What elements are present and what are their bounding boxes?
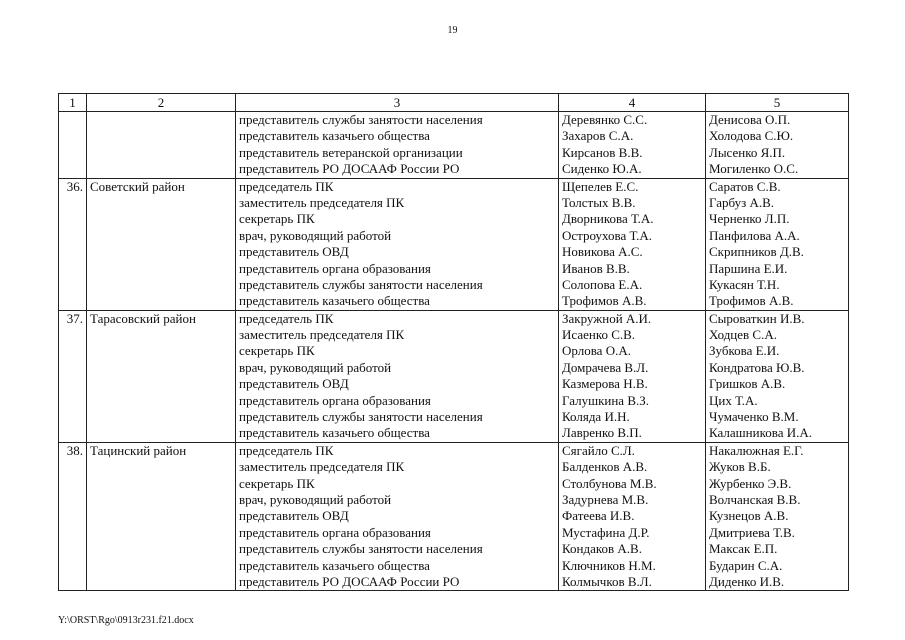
deputy-name: Кондратова Ю.В. — [709, 359, 805, 375]
roles-cell — [236, 178, 559, 310]
member-name: Новикова А.С. — [562, 244, 643, 260]
row-number-text: 36. — [66, 178, 83, 194]
members-cell — [559, 310, 706, 442]
header-col-2: 2 — [87, 94, 236, 112]
deputy-name: Чумаченко В.М. — [709, 409, 799, 425]
footer-file-path: Y:\ORST\Rgo\0913r231.f21.docx — [58, 615, 194, 626]
role-line: представитель ОВД — [239, 508, 349, 524]
roles-cell — [236, 442, 559, 591]
deputy-name: Журбенко Э.В. — [709, 475, 792, 491]
deputy-name: Саратов С.В. — [709, 178, 781, 194]
role-line: представитель ОВД — [239, 376, 349, 392]
member-name: Толстых В.В. — [562, 194, 636, 210]
deputy-name: Холодова С.Ю. — [709, 128, 794, 144]
row-number — [59, 442, 87, 591]
member-name: Коляда И.Н. — [562, 409, 630, 425]
member-name: Трофимов А.В. — [562, 293, 647, 309]
deputy-name: Зубкова Е.И. — [709, 343, 780, 359]
role-line: заместитель председателя ПК — [239, 194, 405, 210]
header-col-5: 5 — [706, 94, 849, 112]
deputy-name: Денисова О.П. — [709, 112, 791, 127]
member-name: Захаров С.А. — [562, 128, 634, 144]
role-line: представитель органа образования — [239, 260, 431, 276]
role-line: врач, руководящий работой — [239, 359, 392, 375]
row-number — [59, 178, 87, 310]
deputy-name: Бударин С.А. — [709, 557, 783, 573]
member-name: Кирсанов В.В. — [562, 144, 643, 160]
district-name-text: Тацинский район — [90, 442, 187, 458]
role-line: представитель службы занятости населения — [239, 276, 483, 292]
role-line: секретарь ПК — [239, 475, 315, 491]
deputy-name: Трофимов А.В. — [709, 293, 794, 309]
member-name: Мустафина Д.Р. — [562, 524, 650, 540]
member-name: Сягайло С.Л. — [562, 442, 635, 458]
deputy-name: Ходцев С.А. — [709, 327, 777, 343]
deputy-name: Кузнецов А.В. — [709, 508, 789, 524]
row-number-text: 38. — [66, 442, 83, 458]
header-col-3: 3 — [236, 94, 559, 112]
member-name: Закружной А.И. — [562, 310, 652, 326]
role-line: секретарь ПК — [239, 211, 315, 227]
deputy-name: Цих Т.А. — [709, 392, 758, 408]
deputies-cell — [706, 178, 849, 310]
members-cell — [559, 112, 706, 179]
member-name: Дворникова Т.А. — [562, 211, 654, 227]
role-line: представитель казачьего общества — [239, 128, 430, 144]
member-name: Домрачева В.Л. — [562, 359, 649, 375]
members-cell — [559, 442, 706, 591]
role-line: заместитель председателя ПК — [239, 459, 405, 475]
deputy-name: Максак Е.П. — [709, 541, 778, 557]
member-name: Солопова Е.А. — [562, 276, 643, 292]
role-line: представитель РО ДОСААФ России РО — [239, 573, 460, 589]
role-line: представитель казачьего общества — [239, 425, 430, 441]
role-line: представитель органа образования — [239, 392, 431, 408]
deputy-name: Сыроваткин И.В. — [709, 310, 805, 326]
row-number-text — [62, 112, 83, 128]
role-line: представитель РО ДОСААФ России РО — [239, 161, 460, 177]
deputy-name: Могиленко О.С. — [709, 161, 799, 177]
role-line: председатель ПК — [239, 310, 334, 326]
role-line: представитель казачьего общества — [239, 293, 430, 309]
member-name: Задурнева М.В. — [562, 491, 649, 507]
deputy-name: Диденко И.В. — [709, 573, 785, 589]
district-name-text: Тарасовский район — [90, 310, 196, 326]
table-row — [59, 112, 849, 179]
roles-cell — [236, 310, 559, 442]
deputies-cell — [706, 112, 849, 179]
roles-cell — [236, 112, 559, 179]
table-body — [59, 112, 849, 591]
role-line: представитель службы занятости населения — [239, 541, 483, 557]
deputy-name: Паршина Е.И. — [709, 260, 788, 276]
role-line: представитель органа образования — [239, 524, 431, 540]
role-line: секретарь ПК — [239, 343, 315, 359]
member-name: Орлова О.А. — [562, 343, 631, 359]
district-name-text — [90, 112, 232, 128]
district-name — [87, 310, 236, 442]
member-name: Фатеева И.В. — [562, 508, 635, 524]
role-line: председатель ПК — [239, 178, 334, 194]
member-name: Кондаков А.В. — [562, 541, 642, 557]
header-col-1: 1 — [59, 94, 87, 112]
role-line: представитель ОВД — [239, 244, 349, 260]
district-name-text: Советский район — [90, 178, 185, 194]
commission-table — [58, 93, 849, 591]
deputies-cell — [706, 310, 849, 442]
deputy-name: Волчанская В.В. — [709, 491, 801, 507]
table-row — [59, 442, 849, 591]
district-name — [87, 112, 236, 179]
role-line: представитель ветеранской организации — [239, 144, 463, 160]
role-line: председатель ПК — [239, 442, 334, 458]
deputy-name: Гарбуз А.В. — [709, 194, 775, 210]
member-name: Исаенко С.В. — [562, 327, 636, 343]
member-name: Щепелев Е.С. — [562, 178, 639, 194]
row-number — [59, 310, 87, 442]
deputy-name: Черненко Л.П. — [709, 211, 790, 227]
district-name — [87, 442, 236, 591]
deputy-name: Гришков А.В. — [709, 376, 786, 392]
member-name: Иванов В.В. — [562, 260, 630, 276]
header-row — [59, 94, 849, 112]
role-line: представитель службы занятости населения — [239, 112, 483, 127]
member-name: Балденков А.В. — [562, 459, 648, 475]
deputy-name: Лысенко Я.П. — [709, 144, 786, 160]
member-name: Столбунова М.В. — [562, 475, 657, 491]
table-row — [59, 178, 849, 310]
deputy-name: Скрипников Д.В. — [709, 244, 804, 260]
deputy-name: Накалюжная Е.Г. — [709, 442, 804, 458]
member-name: Остроухова Т.А. — [562, 227, 653, 243]
table-row — [59, 310, 849, 442]
member-name: Сиденко Ю.А. — [562, 161, 642, 177]
deputy-name: Кукасян Т.Н. — [709, 276, 780, 292]
role-line: врач, руководящий работой — [239, 227, 392, 243]
role-line: заместитель председателя ПК — [239, 327, 405, 343]
role-line: представитель службы занятости населения — [239, 409, 483, 425]
member-name: Колмычков В.Л. — [562, 573, 652, 589]
row-number-text: 37. — [66, 310, 83, 326]
member-name: Деревянко С.С. — [562, 112, 648, 127]
row-number — [59, 112, 87, 179]
deputies-cell — [706, 442, 849, 591]
member-name: Лавренко В.П. — [562, 425, 642, 441]
page-number: 19 — [447, 25, 458, 36]
role-line: врач, руководящий работой — [239, 491, 392, 507]
role-line: представитель казачьего общества — [239, 557, 430, 573]
member-name: Галушкина В.З. — [562, 392, 650, 408]
district-name — [87, 178, 236, 310]
deputy-name: Жуков В.Б. — [709, 459, 771, 475]
member-name: Ключников Н.М. — [562, 557, 656, 573]
deputy-name: Калашникова И.А. — [709, 425, 812, 441]
deputy-name: Панфилова А.А. — [709, 227, 800, 243]
deputy-name: Дмитриева Т.В. — [709, 524, 795, 540]
member-name: Казмерова Н.В. — [562, 376, 648, 392]
members-cell — [559, 178, 706, 310]
header-col-4: 4 — [559, 94, 706, 112]
